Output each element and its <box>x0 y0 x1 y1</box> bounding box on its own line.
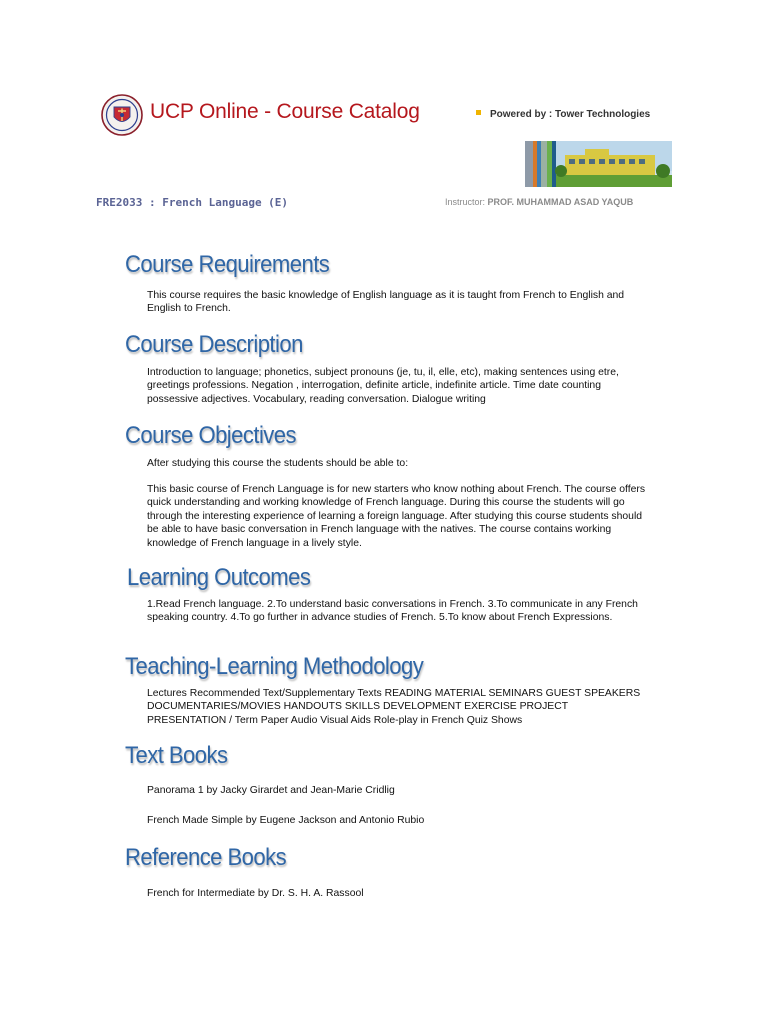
teaching-methodology-text: Lectures Recommended Text/Supplementary Texts READING MATERIAL SEMINARS GUEST SPEAKERS DOCUMENTARIES/MOVIES HANDOUTS SKILLS DEVELOPMENT EXERCISE PROJECT PRESENTATION / Term Paper Audio Visual Aids Role-play in French Quiz Shows <box>147 688 641 726</box>
course-description-text: Introduction to language; phonetics, subject pronouns (je, tu, il, elle, etc), making sentences using etre, greetings professions. Negation , interrogation, definite article, indefinite article. Time date counting possessive adjectives. Vocabulary, reading conversation. Dialogue writing <box>147 367 619 405</box>
reference-books-heading: Reference Books <box>125 844 287 871</box>
university-crest-logo <box>101 94 143 136</box>
reference-book-item: French for Intermediate by Dr. S. H. A. Rassool <box>147 888 364 899</box>
powered-by-text <box>476 109 650 120</box>
text-book-item: French Made Simple by Eugene Jackson and Antonio Rubio <box>147 815 425 826</box>
learning-outcomes-heading: Learning Outcomes <box>127 564 311 591</box>
page-header <box>0 0 768 220</box>
text-books-heading: Text Books <box>125 742 228 769</box>
course-objectives-heading: Course Objectives <box>125 422 297 449</box>
text-book-item: Panorama 1 by Jacky Girardet and Jean-Marie Cridlig <box>147 785 395 796</box>
catalog-title: UCP Online - Course Catalog <box>150 100 420 123</box>
course-requirements-heading: Course Requirements <box>125 251 330 278</box>
instructor-name: PROF. MUHAMMAD ASAD YAQUB <box>487 197 634 207</box>
course-requirements-text: This course requires the basic knowledge of English language as it is taught from French to English and English to French. <box>147 290 625 315</box>
instructor-label: Instructor: <box>445 197 486 207</box>
course-objectives-text: This basic course of French Language is for new starters who know nothing about French. The course offers quick understanding and working knowledge of French language. During this course the students will go through the interesting experience of learning a foreign language. After studying this course students should be able to have basic conversation in French language with the natives. The course contains working knowledge of French language in a lively style. <box>147 484 646 549</box>
course-code: FRE2033 : French Language (E) <box>96 196 289 209</box>
course-objectives-intro: After studying this course the students should be able to: <box>147 458 409 469</box>
learning-outcomes-text: 1.Read French language. 2.To understand basic conversations in French. 3.To communicate in any French speaking country. 4.To go further in advance studies of French. 5.To know about French Expressions. <box>147 599 638 624</box>
instructor-line <box>445 197 633 207</box>
teaching-methodology-heading: Teaching-Learning Methodology <box>125 653 424 680</box>
powered-by-label: Powered by : Tower Technologies <box>490 109 651 120</box>
campus-photo <box>525 141 672 187</box>
bullet-icon <box>476 110 481 115</box>
course-description-heading: Course Description <box>125 331 303 358</box>
